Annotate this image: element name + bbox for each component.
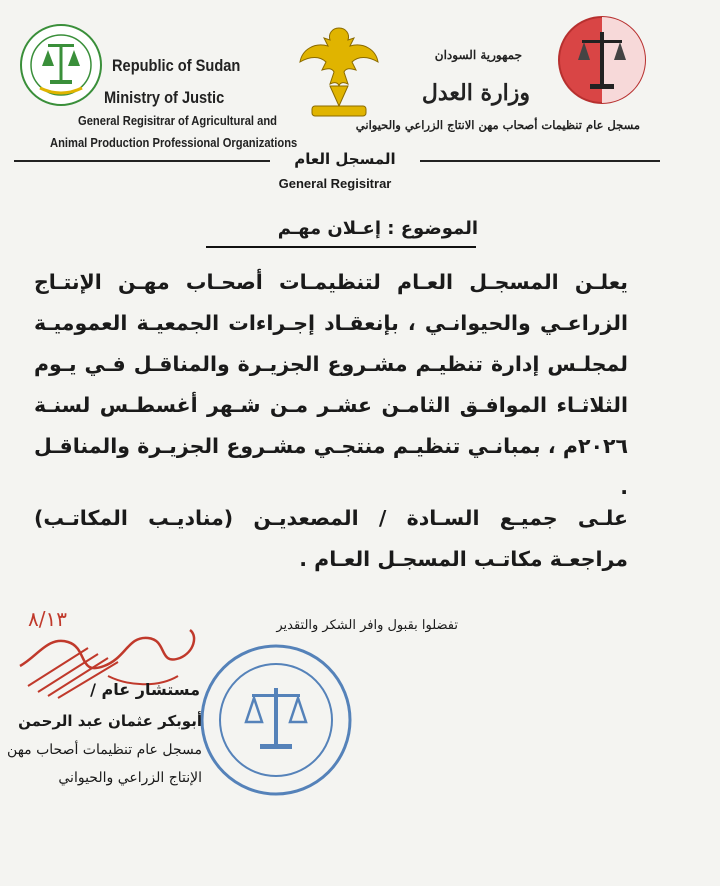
sudan-emblem <box>294 22 384 122</box>
arabic-ministry-name: وزارة العدل <box>421 80 530 106</box>
english-org-line-1: General Regisitrar of Agricultural and <box>78 113 278 128</box>
signatory-position-line-1: مسجل عام تنظيمات أصحاب مهن <box>7 742 202 758</box>
signatory-name: أبوبكر عثمان عبد الرحمن <box>18 712 202 730</box>
agricultural-registrar-logo <box>18 22 104 108</box>
center-arabic-title: المسجل العام <box>270 150 420 168</box>
arabic-country-name: جمهورية السودان <box>434 48 522 62</box>
announcement-paragraph: يعلـن المسجـل العـام لتنظيمـات أصحـاب مهـن الإنتـاج الزراعـي والحيوانـي ، بإنعقـاد إجـراءات الجمعيـة العموميـة لمجلـس إدارة تنظيـم مشـروع الجزيـرة والمناقـل فـي يـوم الثلاثـاء الموافـق الثامـن عشـر مـن شـهر أغسطـس لسنـة ٢٠٢٦م ، بمبانـي تنظيـم منتجـي مشـروع الجزيـرة والمناقـل . <box>34 270 628 499</box>
official-stamp <box>196 640 356 800</box>
signatory-title: مستشار عام / <box>90 680 200 699</box>
subject-heading: الموضوع : إعـلان مهـم <box>277 218 478 239</box>
english-org-line-2: Animal Production Professional Organizations <box>50 135 298 150</box>
handwritten-date: ٨/١٣ <box>28 607 67 631</box>
instruction-paragraph: علـى جميـع السـادة / المصعديـن (مناديـب المكاتـب) مراجعـة مكاتـب المسجـل العـام . <box>34 506 628 571</box>
english-country-name: Republic of Sudan <box>112 56 241 75</box>
closing-line: تفضلوا بقبول وافر الشكر والتقدير <box>276 618 458 633</box>
subject-underline <box>206 246 476 248</box>
english-ministry-name: Ministry of Justic <box>104 88 225 107</box>
signatory-position-line-2: الإنتاج الزراعي والحيواني <box>58 770 202 786</box>
center-english-title: General Regisitrar <box>278 176 392 191</box>
ministry-justice-logo <box>556 14 648 106</box>
arabic-org-name: مسجل عام تنظيمات أصحاب مهن الانتاج الزراعي والحيواني <box>355 118 640 132</box>
